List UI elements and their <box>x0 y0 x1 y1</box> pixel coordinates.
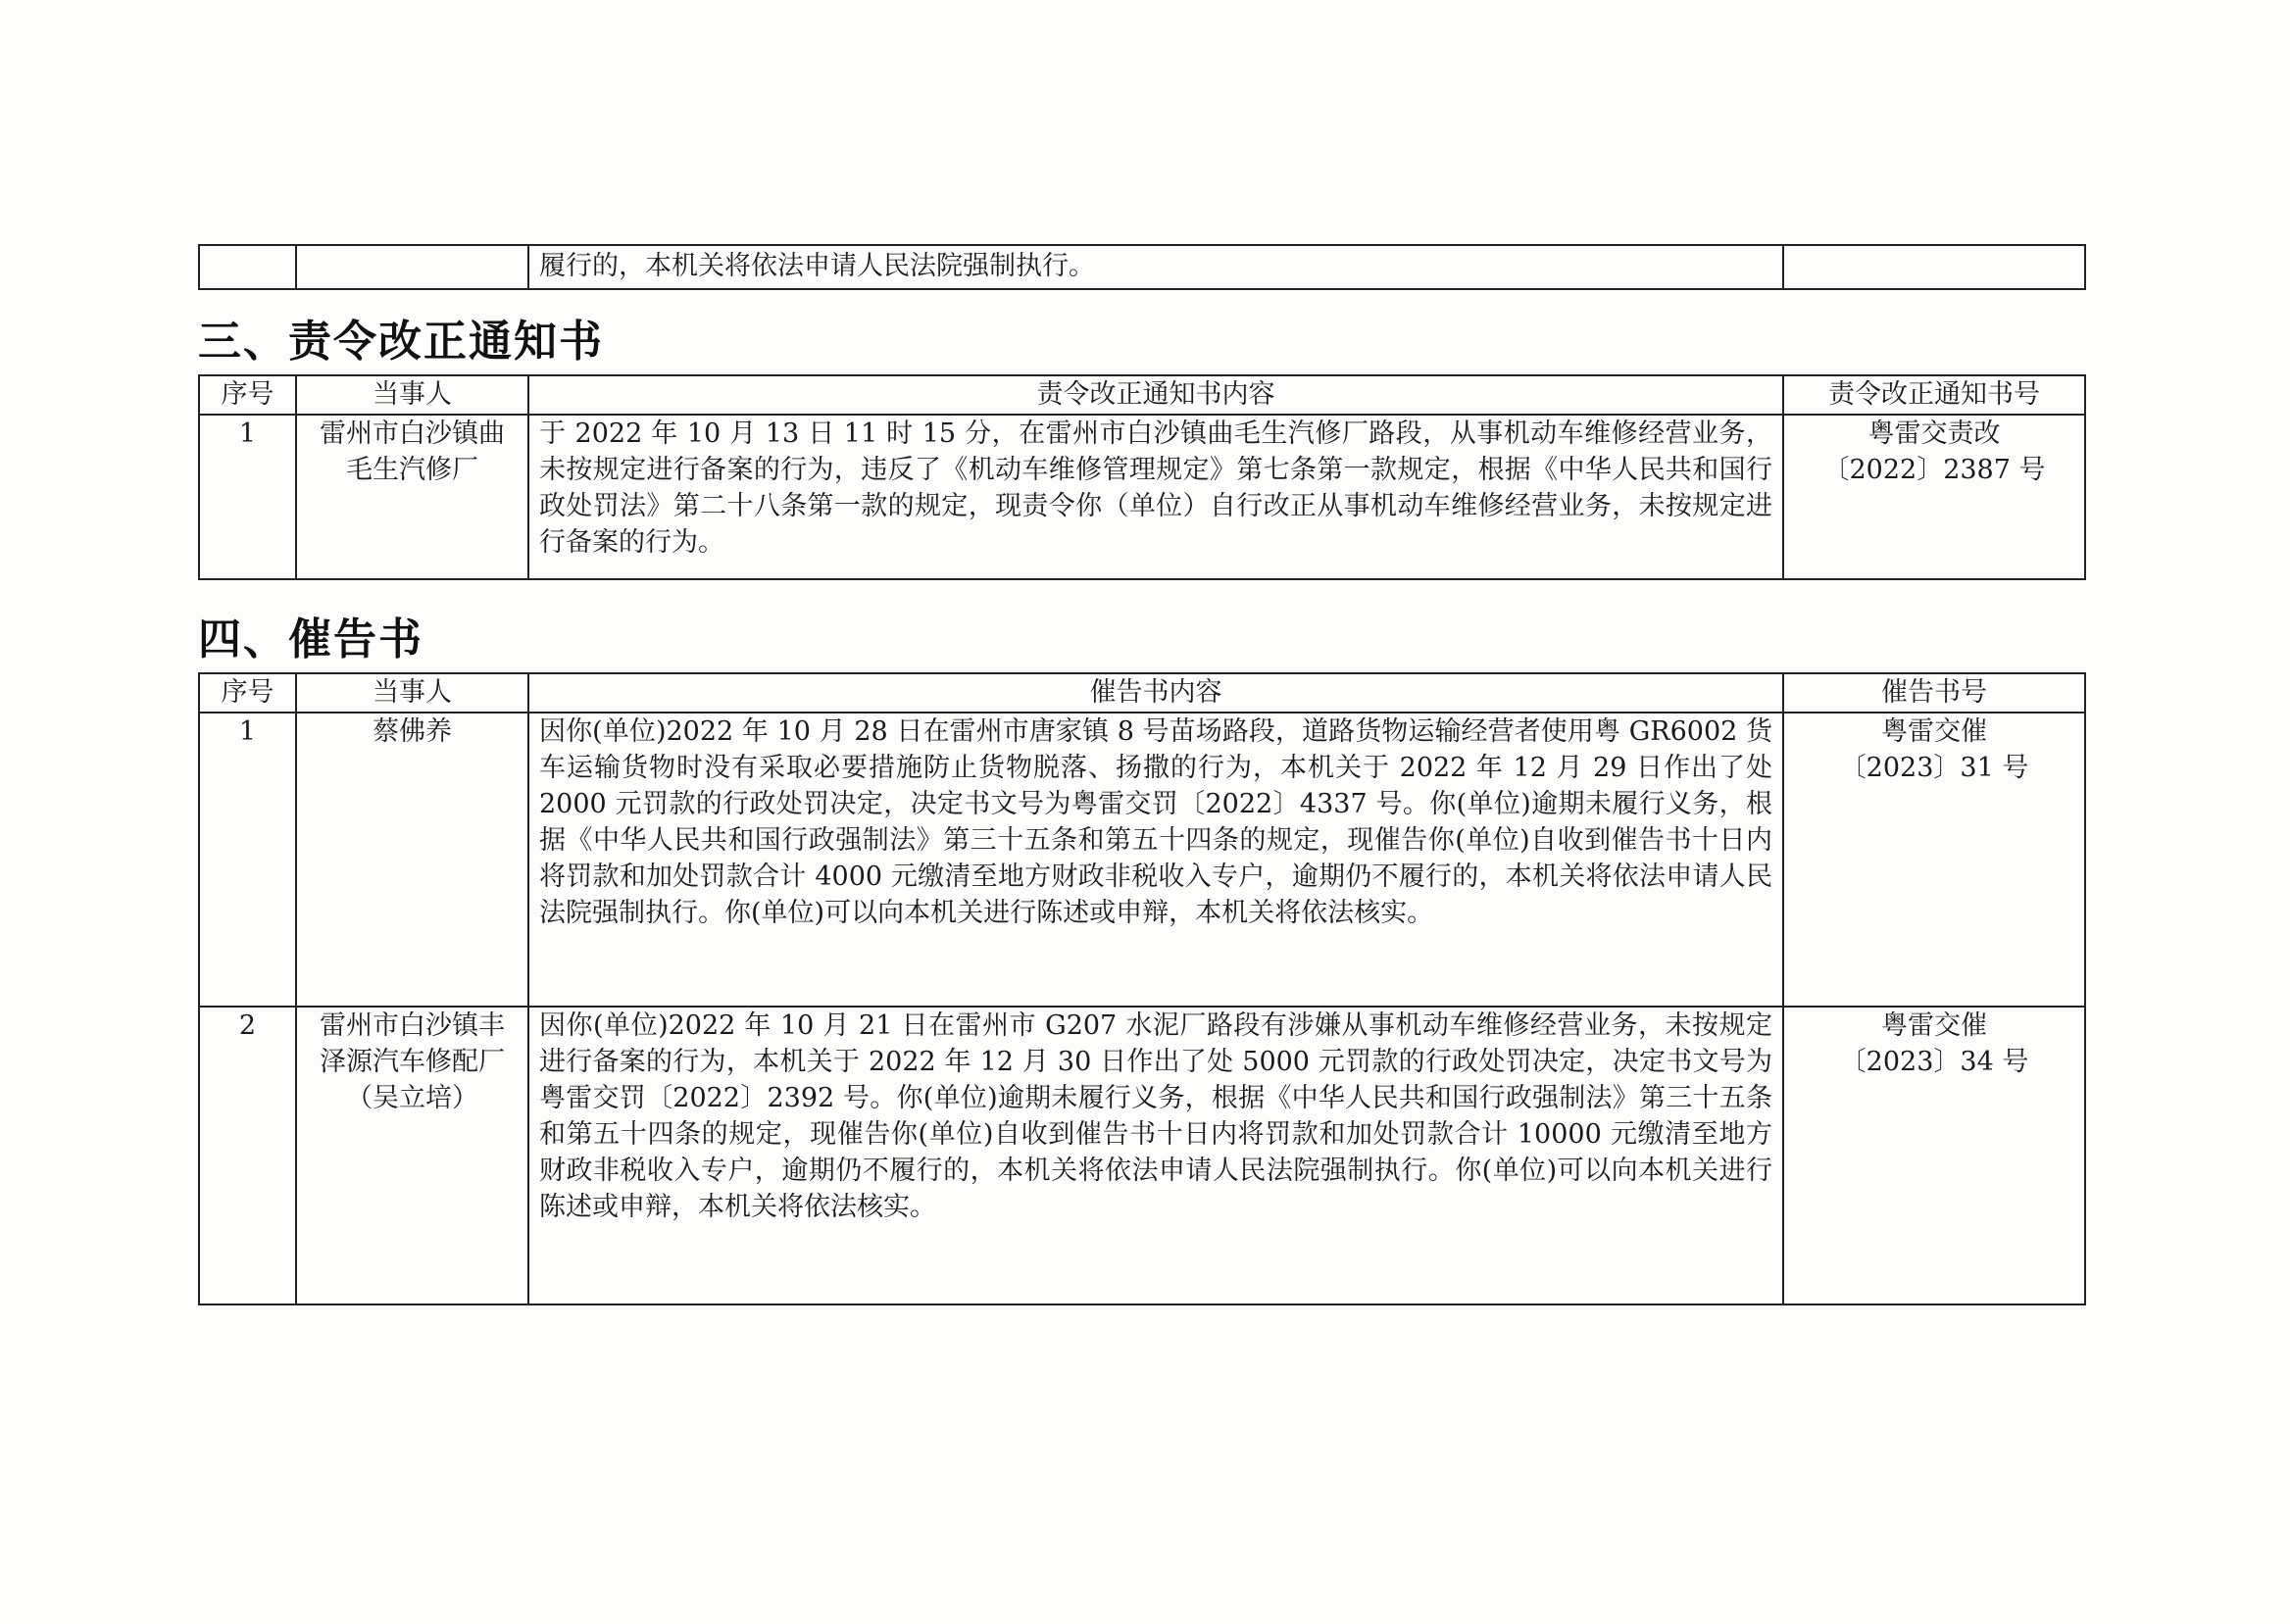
header-content: 责令改正通知书内容 <box>528 375 1783 415</box>
header-doc: 责令改正通知书号 <box>1783 375 2085 415</box>
row-content: 因你(单位)2022 年 10 月 28 日在雷州市唐家镇 8 号苗场路段，道路货物运输经营者使用粤 GR6002 货车运输货物时没有采取必要措施防止货物脱落、扬撒的行为，本机关于 2022 年 12 月 29 日作出了处 2000 元罚款的行政处罚决定，决定书文号为粤雷交罚〔2022〕4337 号。你(单位)逾期未履行义务，根据《中华人民共和国行政强制法》第三十五条和第五十四条的规定，现催告你(单位)自收到催告书十日内将罚款和加处罚款合计 4000 元缴清至地方财政非税收入专户，逾期仍不履行的，本机关将依法申请人民法院强制执行。你(单位)可以向本机关进行陈述或申辩，本机关将依法核实。 <box>528 713 1783 1007</box>
row-party: 蔡佛养 <box>296 713 528 1007</box>
table-row <box>199 415 2085 579</box>
row-content: 于 2022 年 10 月 13 日 11 时 15 分，在雷州市白沙镇曲毛生汽修厂路段，从事机动车维修经营业务，未按规定进行备案的行为，违反了《机动车维修管理规定》第七条第一款规定，根据《中华人民共和国行政处罚法》第二十八条第一款的规定，现责令你（单位）自行改正从事机动车维修经营业务，未按规定进行备案的行为。 <box>528 415 1783 579</box>
no-cell <box>199 245 296 289</box>
doc-number-line2: 〔2023〕31 号 <box>1839 753 2029 783</box>
section-heading-3: 三、责令改正通知书 <box>198 317 604 367</box>
header-no: 序号 <box>199 673 296 713</box>
table-row <box>199 1007 2085 1304</box>
row-no: 1 <box>199 713 296 1007</box>
header-content: 催告书内容 <box>528 673 1783 713</box>
continuation-table <box>198 244 2086 290</box>
row-doc <box>1783 1007 2085 1304</box>
doc-number-line2: 〔2023〕34 号 <box>1839 1047 2029 1077</box>
row-doc <box>1783 713 2085 1007</box>
doc-number-line1: 粤雷交责改 <box>1867 418 2001 449</box>
row-doc <box>1783 415 2085 579</box>
doc-number-line1: 粤雷交催 <box>1881 1010 1987 1041</box>
row-content: 因你(单位)2022 年 10 月 21 日在雷州市 G207 水泥厂路段有涉嫌从事机动车维修经营业务，未按规定进行备案的行为，本机关于 2022 年 12 月 30 日作出了处 5000 元罚款的行政处罚决定，决定书文号为粤雷交罚〔2022〕2392 号。你(单位)逾期未履行义务，根据《中华人民共和国行政强制法》第三十五条和第五十四条的规定，现催告你(单位)自收到催告书十日内将罚款和加处罚款合计 10000 元缴清至地方财政非税收入专户，逾期仍不履行的，本机关将依法申请人民法院强制执行。你(单位)可以向本机关进行陈述或申辩，本机关将依法核实。 <box>528 1007 1783 1304</box>
table-row <box>199 245 2085 289</box>
header-party: 当事人 <box>296 673 528 713</box>
table-row <box>199 713 2085 1007</box>
header-party: 当事人 <box>296 375 528 415</box>
doc-number-line1: 粤雷交催 <box>1881 716 1987 747</box>
reminder-notice-table <box>198 672 2086 1305</box>
row-no: 2 <box>199 1007 296 1304</box>
row-no: 1 <box>199 415 296 579</box>
correction-notice-table <box>198 374 2086 580</box>
header-row <box>199 673 2085 713</box>
doc-cell <box>1783 245 2085 289</box>
header-row <box>199 375 2085 415</box>
continuation-text: 履行的，本机关将依法申请人民法院强制执行。 <box>528 245 1783 289</box>
header-doc: 催告书号 <box>1783 673 2085 713</box>
row-party: 雷州市白沙镇丰泽源汽车修配厂（吴立培） <box>296 1007 528 1304</box>
section-heading-4: 四、催告书 <box>198 615 423 664</box>
party-cell <box>296 245 528 289</box>
doc-number-line2: 〔2022〕2387 号 <box>1822 455 2046 485</box>
row-party: 雷州市白沙镇曲毛生汽修厂 <box>296 415 528 579</box>
header-no: 序号 <box>199 375 296 415</box>
